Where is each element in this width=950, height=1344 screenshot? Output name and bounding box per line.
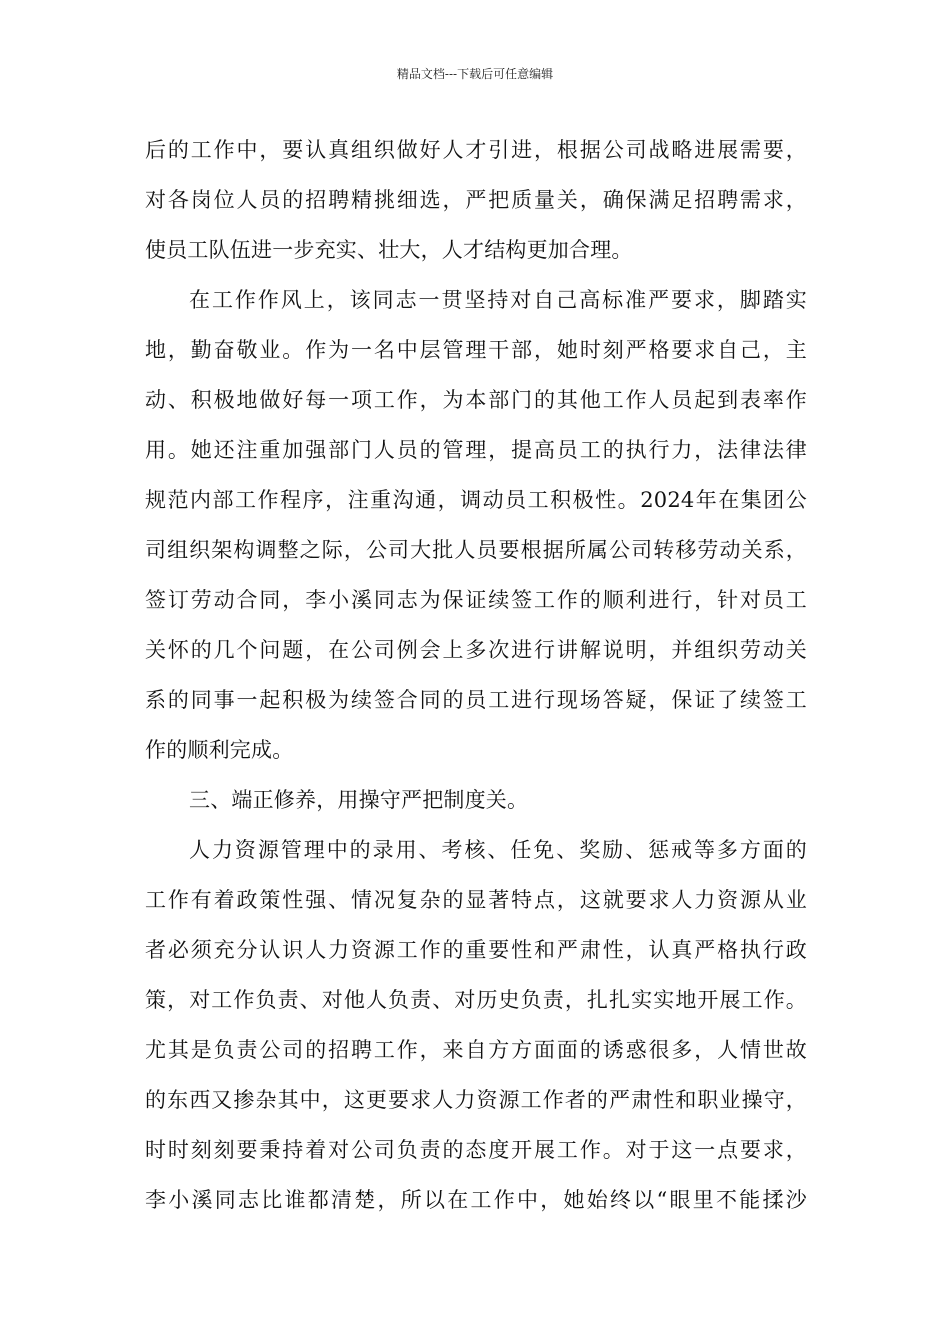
text-line: 系的同事一起积极为续签合同的员工进行现场答疑，保证了续签工 <box>145 688 807 712</box>
text-line: 规范内部工作程序，注重沟通，调动员工积极性。2024年在集团公 <box>145 488 807 512</box>
text-line: 用。她还注重加强部门人员的管理，提高员工的执行力，法律法律 <box>145 438 807 462</box>
text-line: 在工作作风上，该同志一贯坚持对自己高标准严要求，脚踏实 <box>189 288 807 312</box>
text-line: 后的工作中，要认真组织做好人才引进，根据公司战略进展需要， <box>145 138 807 162</box>
page-header: 精品文档---下载后可任意编辑 <box>396 67 554 81</box>
text-line: 尤其是负责公司的招聘工作，来自方方面面的诱惑很多，人情世故 <box>145 1038 807 1062</box>
text-line: 关怀的几个问题，在公司例会上多次进行讲解说明，并组织劳动关 <box>145 638 807 662</box>
text-line: 策，对工作负责、对他人负责、对历史负责，扎扎实实地开展工作。 <box>145 988 807 1012</box>
text-line: 动、积极地做好每一项工作，为本部门的其他工作人员起到表率作 <box>145 388 807 412</box>
text-line: 地，勤奋敬业。作为一名中层管理干部，她时刻严格要求自己，主 <box>145 338 807 362</box>
text-line: 者必须充分认识人力资源工作的重要性和严肃性，认真严格执行政 <box>145 938 807 962</box>
text-line: 作的顺利完成。 <box>145 738 294 762</box>
text-line: 人力资源管理中的录用、考核、任免、奖励、惩戒等多方面的 <box>189 838 807 862</box>
text-line: 时时刻刻要秉持着对公司负责的态度开展工作。对于这一点要求， <box>145 1138 807 1162</box>
text-line: 李小溪同志比谁都清楚，所以在工作中，她始终以“眼里不能揉沙 <box>145 1188 807 1212</box>
document-body <box>145 125 807 1225</box>
text-line: 工作有着政策性强、情况复杂的显著特点，这就要求人力资源从业 <box>145 888 807 912</box>
text-line: 签订劳动合同，李小溪同志为保证续签工作的顺利进行，针对员工 <box>145 588 807 612</box>
text-line: 使员工队伍进一步充实、壮大，人才结构更加合理。 <box>145 238 633 262</box>
text-line: 的东西又掺杂其中，这更要求人力资源工作者的严肃性和职业操守， <box>145 1088 807 1112</box>
text-line: 司组织架构调整之际，公司大批人员要根据所属公司转移劳动关系， <box>145 538 807 562</box>
text-line: 对各岗位人员的招聘精挑细选，严把质量关，确保满足招聘需求， <box>145 188 807 212</box>
section-heading: 三、端正修养，用操守严把制度关。 <box>189 788 529 812</box>
